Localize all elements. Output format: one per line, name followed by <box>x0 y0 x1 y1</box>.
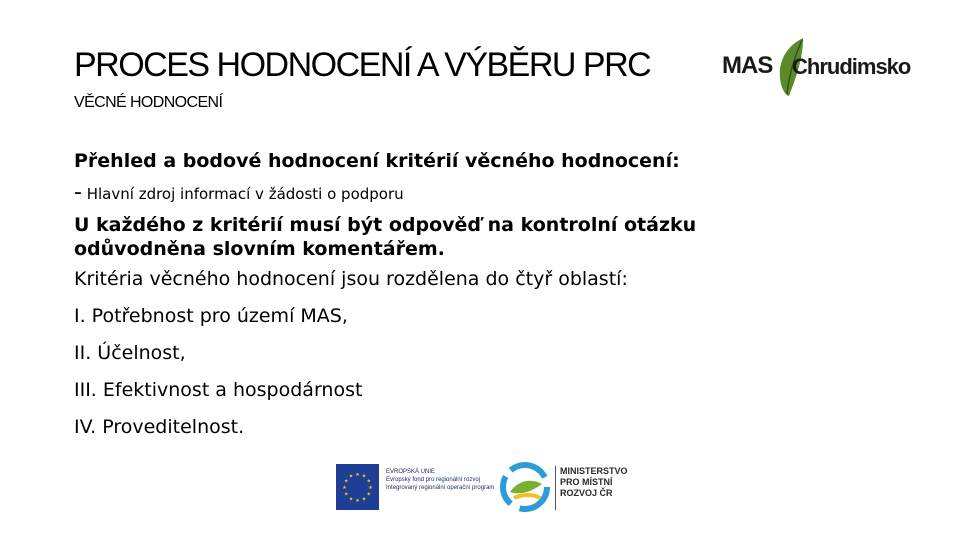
eu-logo-text <box>386 468 496 492</box>
mas-chrudimsko-logo <box>718 36 911 98</box>
eu-star: ★ <box>368 485 373 491</box>
dash-bullet: - <box>74 180 82 205</box>
heading-line: Přehled a bodové hodnocení kritérií věcného hodnocení: <box>74 150 680 172</box>
bullet-text: Hlavní zdroj informací v žádosti o podporu <box>86 185 404 203</box>
mmr-emblem-icon <box>500 462 550 512</box>
mas-logo-text: MAS <box>722 52 773 79</box>
eu-star: ★ <box>361 496 367 503</box>
slide-subtitle: VĚCNÉ HODNOCENÍ <box>74 94 223 111</box>
mmr-separator <box>555 466 556 510</box>
criteria-item-4: IV. Proveditelnost. <box>74 416 245 438</box>
eu-star: ★ <box>348 496 354 503</box>
mmr-line-3: ROZVOJ ČR <box>560 488 613 498</box>
mmr-line-2: PRO MÍSTNÍ <box>560 477 613 487</box>
eu-line-1: EVROPSKÁ UNIE <box>386 469 436 475</box>
eu-logo <box>336 464 495 510</box>
eu-line-2: Evropský fond pro regionální rozvoj <box>386 477 481 483</box>
eu-star: ★ <box>343 491 349 498</box>
criteria-item-1: I. Potřebnost pro území MAS, <box>74 305 348 327</box>
mmr-logo-text <box>560 466 628 499</box>
mmr-logo <box>500 462 640 514</box>
eu-star: ★ <box>361 473 367 480</box>
slide-title: PROCES HODNOCENÍ A VÝBĚRU PRC <box>74 46 651 84</box>
eu-line-3: Integrovaný regionální operační program <box>386 485 495 491</box>
eu-star: ★ <box>343 478 349 485</box>
eu-star: ★ <box>342 485 347 491</box>
eu-star: ★ <box>366 478 372 485</box>
bold-line-1: U každého z kritérií musí být odpověď na kontrolní otázku <box>74 214 697 236</box>
bold-line-2: odůvodněna slovním komentářem. <box>74 238 445 260</box>
criteria-item-3: III. Efektivnost a hospodárnost <box>74 379 363 401</box>
mmr-line-1: MINISTERSTVO <box>560 466 628 476</box>
eu-star: ★ <box>355 472 360 478</box>
eu-star: ★ <box>366 491 372 498</box>
slide-body <box>74 146 774 446</box>
criteria-item-2: II. Účelnost, <box>74 342 186 364</box>
eu-star: ★ <box>355 498 360 504</box>
eu-flag-icon <box>336 464 379 510</box>
eu-star: ★ <box>348 473 354 480</box>
bullet-line <box>74 180 774 207</box>
chrudimsko-logo-text: Chrudimsko <box>792 54 911 79</box>
criteria-intro: Kritéria věcného hodnocení jsou rozdělena do čtyř oblastí: <box>74 268 628 290</box>
